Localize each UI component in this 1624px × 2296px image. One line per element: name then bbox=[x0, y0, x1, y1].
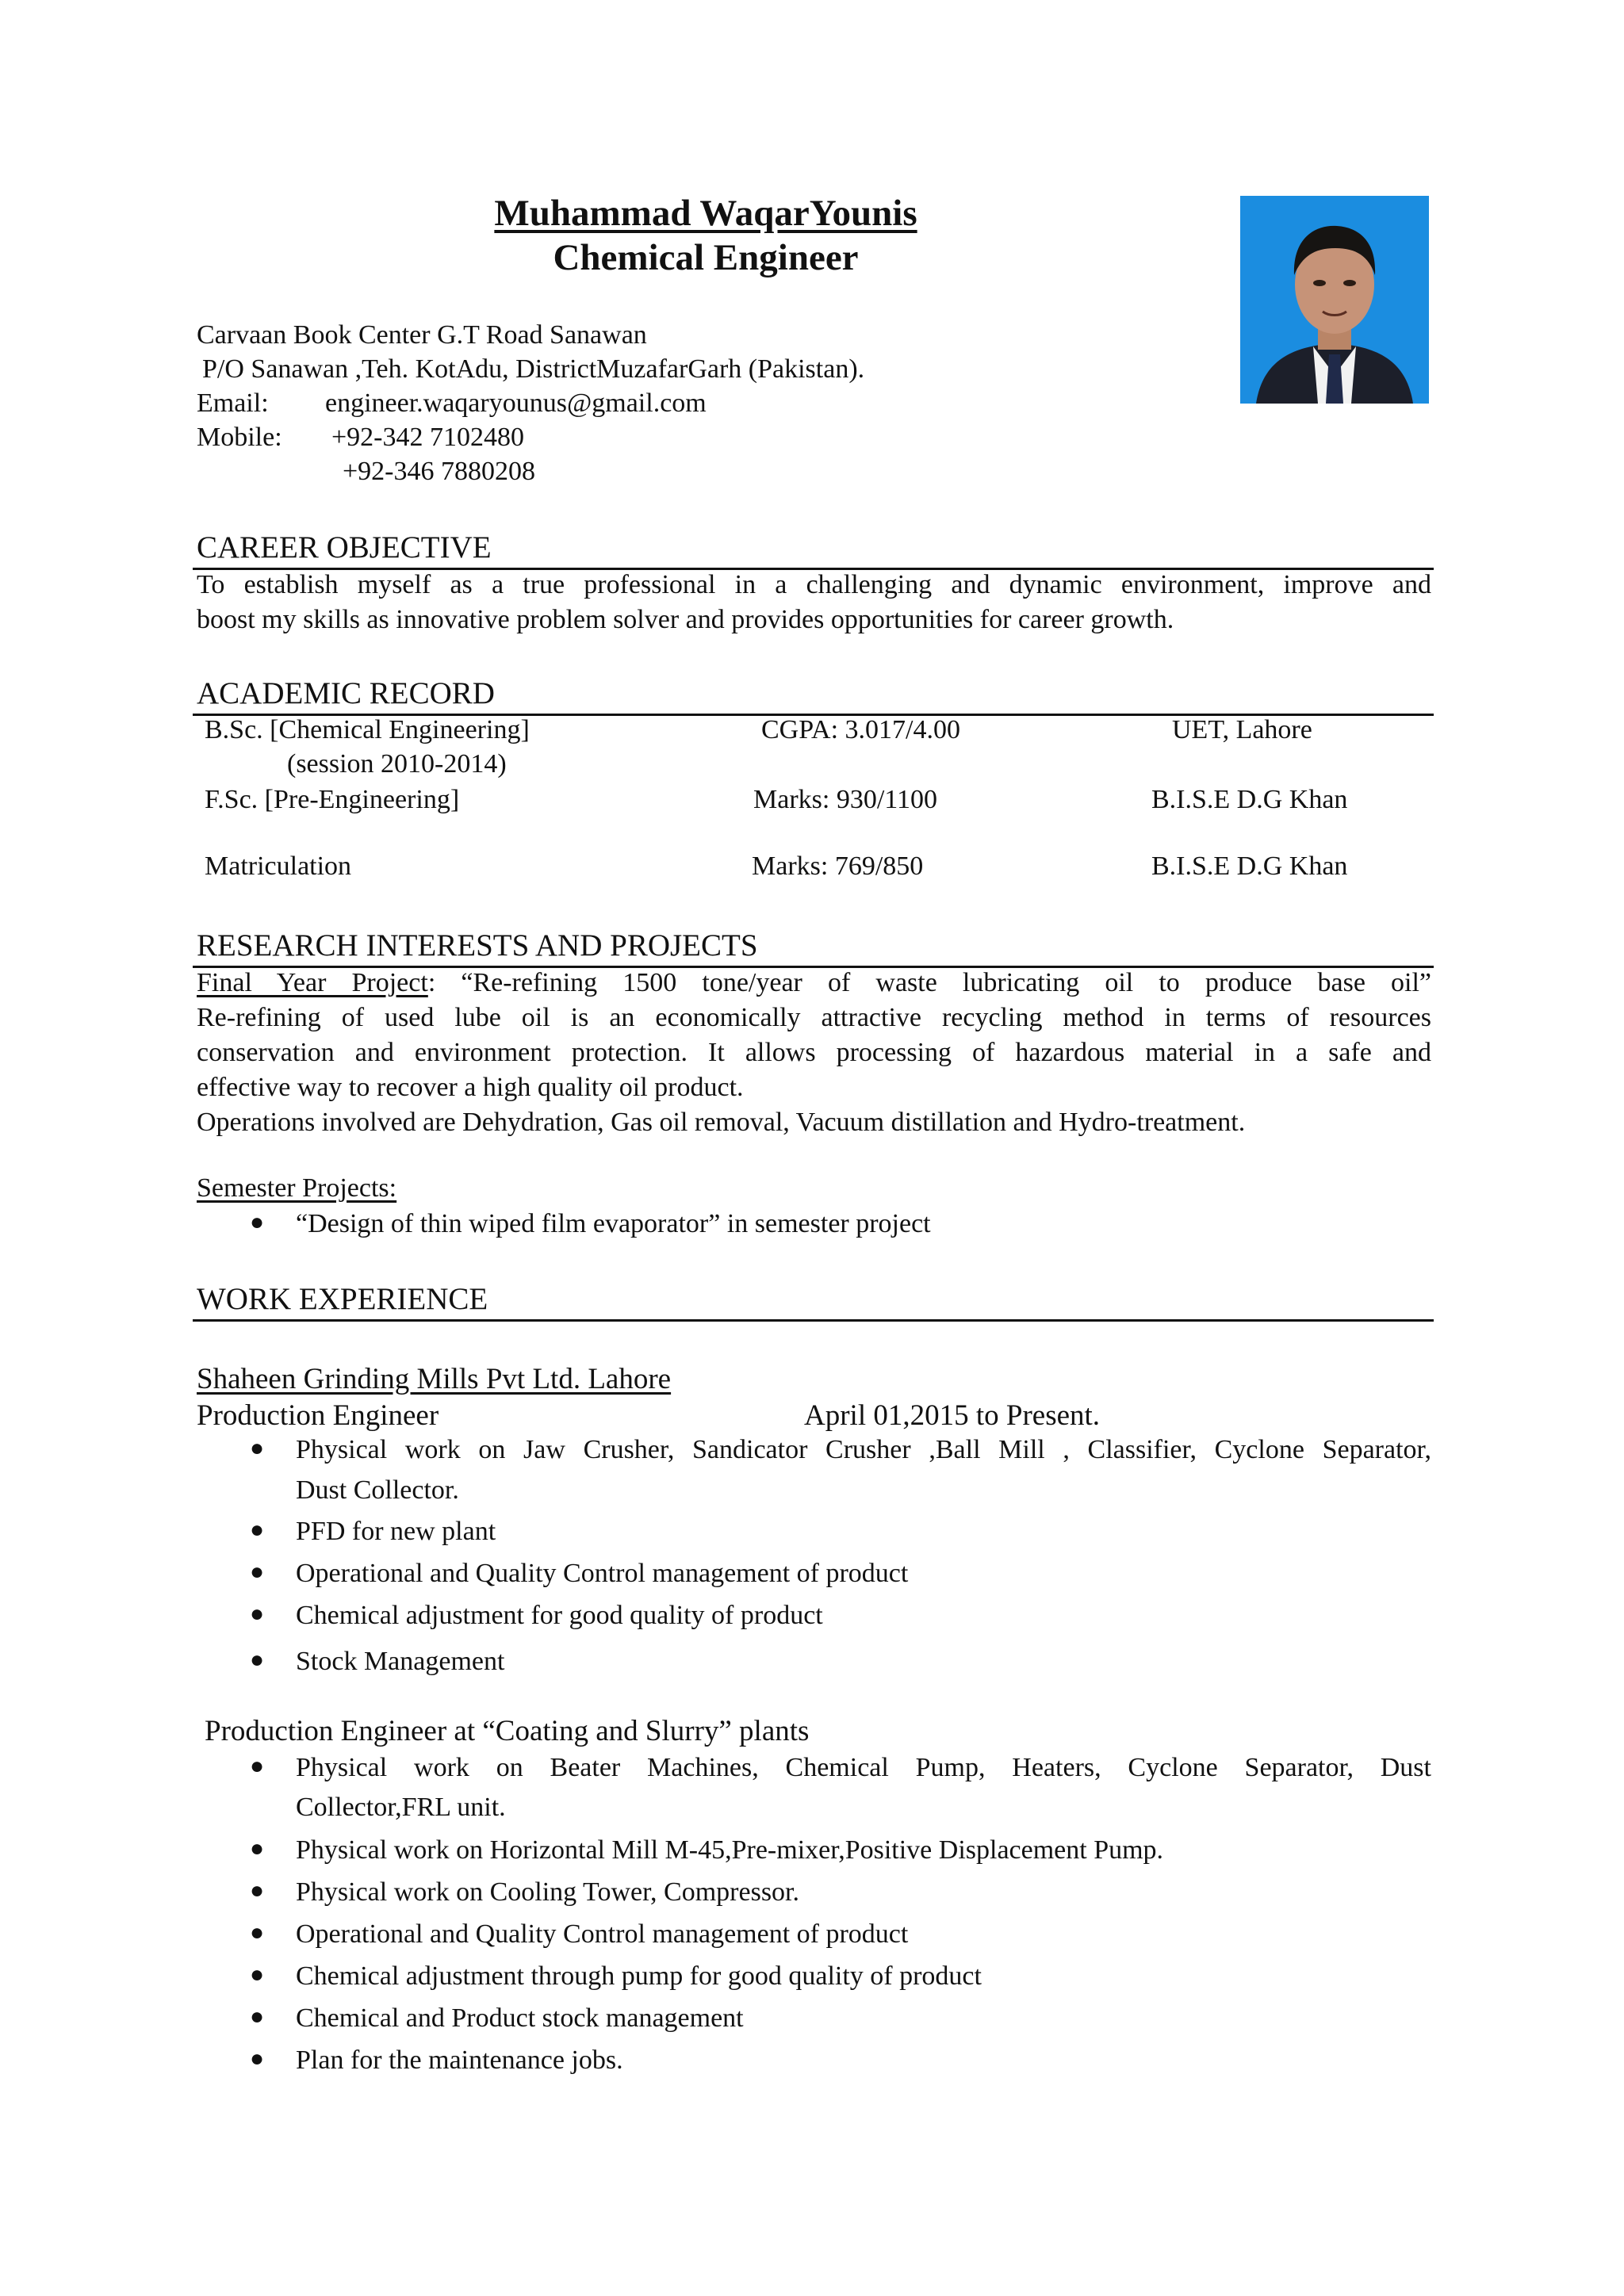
final-year-project-title: : “Re-refining 1500 tone/year of waste lubricating oil to produce base oil” bbox=[427, 968, 1431, 997]
role-1-title: Production Engineer bbox=[197, 1399, 439, 1432]
list-item: ● Chemical adjustment for good quality of product bbox=[250, 1601, 823, 1630]
final-year-project-label: Final Year Project bbox=[197, 968, 428, 997]
research-desc-line-1: Re-refining of used lube oil is an economically attractive recycling method in terms of resources bbox=[197, 1003, 1431, 1032]
list-item: ● Physical work on Horizontal Mill M-45,Pre-mixer,Positive Displacement Pump. bbox=[250, 1835, 1164, 1865]
list-item: ● Operational and Quality Control management of product bbox=[250, 1559, 909, 1588]
list-item: ● Physical work on Beater Machines, Chemical Pump, Heaters, Cyclone Separator, Dust bbox=[250, 1753, 1431, 1782]
bullet-dot-icon: ● bbox=[250, 1435, 265, 1461]
company-name: Shaheen Grinding Mills Pvt Ltd. Lahore bbox=[197, 1363, 672, 1395]
research-text bbox=[197, 966, 1431, 1140]
list-item-continuation: Collector,FRL unit. bbox=[296, 1793, 506, 1822]
academic-score-1: CGPA: 3.017/4.00 bbox=[761, 715, 960, 744]
semester-projects-list bbox=[197, 1209, 1354, 1239]
work-experience-heading: WORK EXPERIENCE bbox=[197, 1282, 488, 1316]
semester-projects-label: Semester Projects: bbox=[197, 1173, 397, 1203]
academic-institute-2: B.I.S.E D.G Khan bbox=[1151, 785, 1348, 814]
bullet-dot-icon: ● bbox=[250, 1517, 265, 1543]
bullet-dot-icon: ● bbox=[250, 1835, 265, 1862]
candidate-name: Muhammad WaqarYounis bbox=[494, 193, 917, 234]
career-objective-text bbox=[197, 568, 1431, 637]
research-heading: RESEARCH INTERESTS AND PROJECTS bbox=[197, 928, 758, 962]
academic-score-2: Marks: 930/1100 bbox=[753, 785, 938, 814]
list-item-continuation: Dust Collector. bbox=[296, 1475, 459, 1505]
person-silhouette-icon bbox=[1240, 196, 1429, 404]
academic-institute-3: B.I.S.E D.G Khan bbox=[1151, 851, 1348, 881]
bullet-dot-icon: ● bbox=[250, 1877, 265, 1904]
address-line-1: Carvaan Book Center G.T Road Sanawan bbox=[197, 320, 647, 350]
bullet-dot-icon: ● bbox=[250, 1559, 265, 1585]
bullet-dot-icon: ● bbox=[250, 1601, 265, 1627]
bullet-dot-icon: ● bbox=[250, 2003, 265, 2030]
list-item: ● PFD for new plant bbox=[250, 1517, 496, 1546]
profile-photo bbox=[1240, 196, 1429, 404]
mobile-number-2: +92-346 7880208 bbox=[343, 457, 535, 486]
career-objective-heading: CAREER OBJECTIVE bbox=[197, 530, 492, 564]
bullet-dot-icon: ● bbox=[250, 1753, 265, 1779]
bullet-dot-icon: ● bbox=[250, 1961, 265, 1988]
bullet-dot-icon: ● bbox=[250, 1919, 265, 1946]
role-1-duties bbox=[197, 1435, 1431, 1688]
list-item: ● Chemical and Product stock management bbox=[250, 2003, 744, 2033]
list-item: ● Plan for the maintenance jobs. bbox=[250, 2045, 623, 2075]
research-desc-line-3: effective way to recover a high quality oil product. bbox=[197, 1073, 744, 1102]
list-item: ● Physical work on Cooling Tower, Compressor. bbox=[250, 1877, 799, 1907]
bullet-dot-icon: ● bbox=[250, 2045, 265, 2072]
research-desc-line-2: conservation and environment protection. It allows processing of hazardous material in a safe and bbox=[197, 1038, 1431, 1067]
bullet-dot-icon: ● bbox=[250, 1647, 265, 1673]
academic-degree-3: Matriculation bbox=[205, 851, 352, 881]
academic-score-3: Marks: 769/850 bbox=[752, 851, 924, 881]
list-item: ● “Design of thin wiped film evaporator” in semester project bbox=[250, 1209, 931, 1238]
list-item: ● Operational and Quality Control management of product bbox=[250, 1919, 909, 1949]
role-1-period: April 01,2015 to Present. bbox=[804, 1399, 1101, 1432]
mobile-number-1: +92-342 7102480 bbox=[331, 423, 524, 452]
list-item: ● Stock Management bbox=[250, 1647, 505, 1676]
bullet-dot-icon: ● bbox=[250, 1209, 265, 1235]
address-line-2: P/O Sanawan ,Teh. KotAdu, DistrictMuzafarGarh (Pakistan). bbox=[202, 354, 865, 384]
email-address[interactable]: engineer.waqaryounus@gmail.com bbox=[325, 388, 707, 418]
academic-institute-1: UET, Lahore bbox=[1172, 715, 1312, 744]
research-operations: Operations involved are Dehydration, Gas oil removal, Vacuum distillation and Hydro-treatment. bbox=[197, 1108, 1246, 1137]
objective-line-1: To establish myself as a true professional in a challenging and dynamic environment, improve and bbox=[197, 570, 1431, 599]
objective-line-2: boost my skills as innovative problem solver and provides opportunities for career growth. bbox=[197, 605, 1174, 634]
academic-degree-2: F.Sc. [Pre-Engineering] bbox=[205, 785, 460, 814]
candidate-title: Chemical Engineer bbox=[553, 237, 859, 278]
final-year-project-line bbox=[197, 966, 1431, 1001]
academic-degree-1: B.Sc. [Chemical Engineering] bbox=[205, 715, 530, 744]
role-2-title: Production Engineer at “Coating and Slurry” plants bbox=[205, 1715, 810, 1747]
email-label: Email: bbox=[197, 388, 269, 418]
list-item: ● Physical work on Jaw Crusher, Sandicator Crusher ,Ball Mill , Classifier, Cyclone Separator, bbox=[250, 1435, 1431, 1464]
list-item: ● Chemical adjustment through pump for good quality of product bbox=[250, 1961, 982, 1991]
section-divider bbox=[193, 1319, 1434, 1322]
academic-session-1: (session 2010-2014) bbox=[287, 749, 507, 779]
role-2-duties bbox=[197, 1753, 1431, 2087]
mobile-label: Mobile: bbox=[197, 423, 282, 452]
academic-record-heading: ACADEMIC RECORD bbox=[197, 676, 495, 710]
